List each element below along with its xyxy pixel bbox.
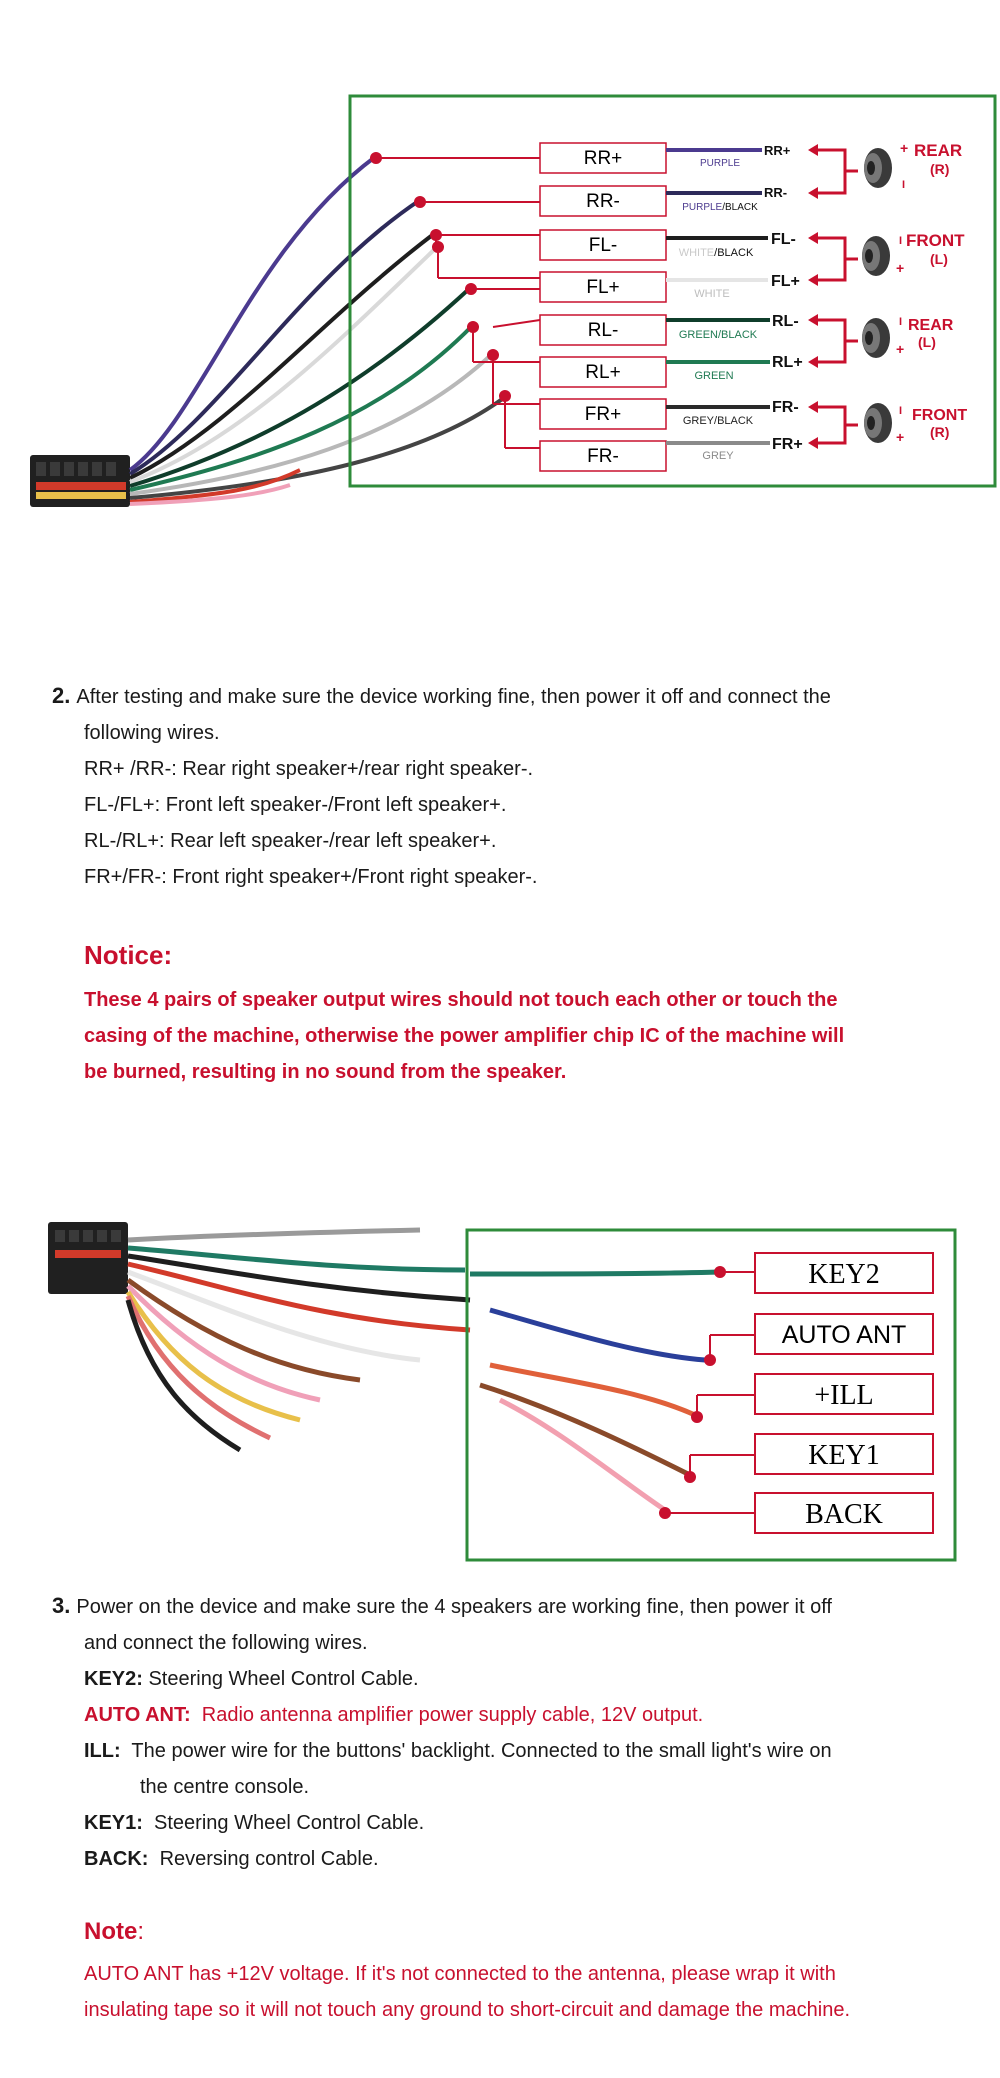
wire-key: KEY1: — [84, 1812, 143, 1834]
speaker-icons — [862, 148, 892, 443]
notice-line: casing of the machine, otherwise the power amplifier chip IC of the machine will — [84, 1025, 845, 1047]
instruction-line: Power on the device and make sure the 4 speakers are working fine, then power it off — [76, 1596, 832, 1618]
step-number: 2. — [52, 683, 71, 708]
note-colon: : — [137, 1918, 145, 1945]
speaker-icon — [862, 236, 890, 276]
wire-desc: Radio antenna amplifier power supply cable, 12V output. — [201, 1704, 704, 1726]
polarity-plus: + — [896, 341, 905, 357]
harness-wires — [130, 157, 505, 504]
polarity-plus: + — [900, 140, 909, 156]
wire-item-ill — [52, 1733, 952, 1769]
notice-line: be burned, resulting in no sound from the speaker. — [84, 1061, 567, 1083]
speaker-icon — [864, 403, 892, 443]
wire-desc: The power wire for the buttons' backlight. Connected to the small light's wire on — [131, 1740, 832, 1762]
note-title — [84, 1918, 144, 1946]
speaker-title: REAR — [908, 317, 954, 334]
wire-color-name: GREY — [702, 450, 734, 462]
wire-description: RR+ /RR-: Rear right speaker+/rear right speaker-. — [84, 758, 534, 780]
wire-desc: Steering Wheel Control Cable. — [148, 1668, 419, 1690]
wire-desc: Steering Wheel Control Cable. — [154, 1812, 425, 1834]
wire-item-back — [52, 1841, 952, 1877]
terminal-label: RL- — [587, 320, 619, 341]
terminal-label: FR+ — [584, 404, 622, 425]
control-wires — [470, 1272, 720, 1510]
instruction-line: After testing and make sure the device working fine, then power it off and connect the — [76, 686, 831, 708]
control-label: BACK — [805, 1499, 883, 1530]
speaker-icon — [862, 318, 890, 358]
wire-description: FL-/FL+: Front left speaker-/Front left speaker+. — [84, 794, 507, 816]
speaker-side: (L) — [930, 251, 948, 267]
note-line: insulating tape so it will not touch any ground to short-circuit and damage the machine. — [84, 1999, 850, 2021]
note-text — [84, 1956, 964, 2028]
step-number: 3. — [52, 1593, 71, 1618]
control-connectors — [660, 1267, 755, 1518]
speaker-title: REAR — [914, 141, 963, 160]
speaker-wiring-diagram — [0, 90, 1000, 540]
speaker-labels — [896, 140, 967, 445]
terminal-label: FL+ — [586, 277, 620, 298]
wire-item-key2 — [52, 1661, 952, 1697]
control-label: +ILL — [814, 1380, 874, 1411]
speaker-side: (R) — [930, 424, 950, 440]
harness-connector — [30, 455, 130, 507]
wire-desc: Reversing control Cable. — [159, 1848, 379, 1870]
polarity-minus: I — [899, 235, 903, 247]
wire-description: FR+/FR-: Front right speaker+/Front right speaker-. — [84, 866, 538, 888]
speaker-side: (R) — [930, 161, 950, 177]
wire-desc-continued: the centre console. — [140, 1776, 309, 1798]
harness-connector — [48, 1222, 128, 1294]
wire-key: BACK: — [84, 1848, 149, 1870]
terminal-boxes — [540, 143, 666, 471]
wire-color-name: GREY/BLACK — [682, 415, 754, 427]
speaker-arrows — [815, 150, 858, 443]
polarity-minus: I — [902, 179, 906, 191]
speaker-side: (L) — [918, 334, 936, 350]
control-label: KEY1 — [808, 1440, 880, 1471]
polarity-plus: + — [896, 260, 905, 276]
wire-key: KEY2: — [84, 1668, 143, 1690]
notice-title: Notice: — [84, 940, 173, 970]
wire-end-label: FR+ — [772, 436, 803, 453]
harness-wires — [128, 1230, 470, 1450]
terminal-label: RR+ — [583, 148, 623, 169]
note-word: Note — [84, 1918, 138, 1945]
wire-end-label: FR- — [772, 399, 799, 416]
wire-color-name: WHITE — [694, 288, 730, 300]
instruction-line: following wires. — [84, 722, 220, 744]
control-label: KEY2 — [808, 1259, 880, 1290]
speaker-title: FRONT — [912, 407, 968, 424]
wire-color-name: GREEN/BLACK — [678, 329, 758, 341]
wire-color-name: PURPLE — [699, 158, 741, 169]
wire-color-name: PURPLE/BLACK — [682, 202, 758, 213]
wire-key: ILL: — [84, 1740, 121, 1762]
wire-end-label: RR+ — [764, 143, 791, 158]
control-wiring-diagram — [0, 1210, 1000, 1570]
arrow-heads — [808, 144, 818, 449]
wire-color-name: GREEN — [694, 370, 734, 382]
section-2-instructions — [52, 678, 952, 895]
wire-end-label: FL- — [771, 231, 796, 248]
control-labels — [755, 1253, 933, 1533]
terminal-label: RR- — [586, 191, 620, 212]
terminal-label: FR- — [587, 446, 619, 467]
terminal-label: RL+ — [585, 362, 621, 383]
wire-item-auto-ant — [52, 1697, 952, 1733]
wire-description: RL-/RL+: Rear left speaker-/rear left speaker+. — [84, 830, 497, 852]
instruction-line: and connect the following wires. — [84, 1632, 368, 1654]
polarity-plus: + — [896, 429, 905, 445]
wire-end-label: RL- — [772, 313, 799, 330]
wire-item-key1 — [52, 1805, 952, 1841]
control-label: AUTO ANT — [781, 1321, 907, 1349]
speaker-title: FRONT — [906, 231, 965, 250]
wire-color-names — [679, 158, 758, 462]
speaker-diagram-frame — [350, 96, 995, 486]
notice-line: These 4 pairs of speaker output wires should not touch each other or touch the — [84, 989, 838, 1011]
notice-text — [84, 982, 944, 1090]
speaker-icon — [864, 148, 892, 188]
wire-end-label: RR- — [764, 185, 788, 200]
wire-key: AUTO ANT: — [84, 1704, 191, 1726]
wire-color-name: WHITE/BLACK — [678, 247, 754, 259]
section-3-instructions — [52, 1588, 952, 1877]
wire-end-label: RL+ — [772, 354, 803, 371]
polarity-minus: I — [899, 316, 903, 328]
note-line: AUTO ANT has +12V voltage. If it's not connected to the antenna, please wrap it with — [84, 1963, 836, 1985]
wire-end-label: FL+ — [771, 273, 800, 290]
polarity-minus: I — [899, 405, 903, 417]
terminal-label: FL- — [588, 235, 618, 256]
